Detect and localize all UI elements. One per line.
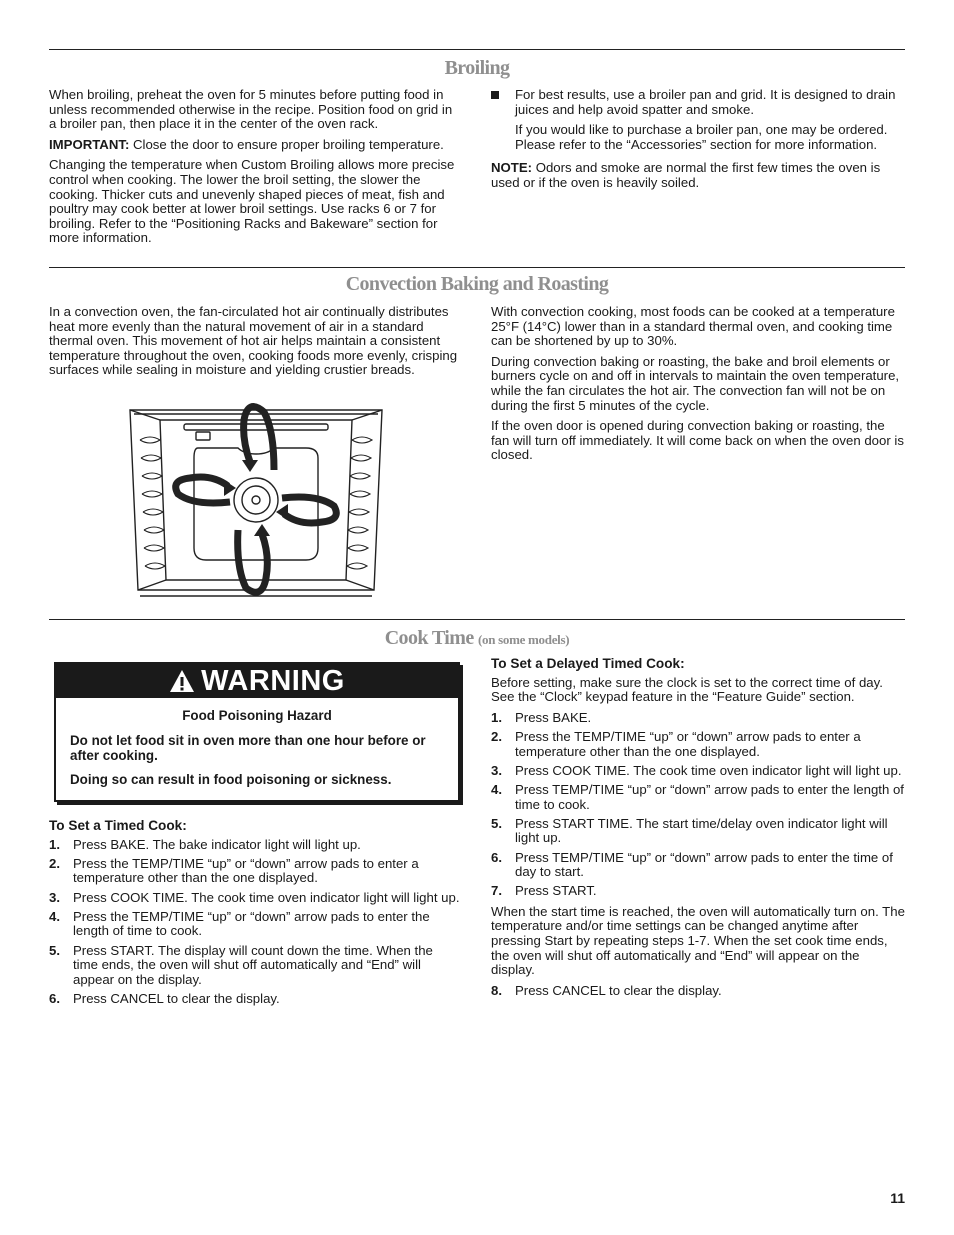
timed-cook-title: To Set a Timed Cook: bbox=[49, 818, 187, 833]
warning-box bbox=[54, 662, 460, 802]
broiling-heading: Broiling bbox=[444, 57, 510, 79]
broiling-paragraph-3: Changing the temperature when Custom Broiling allows more precise control when cooking. The lower the broil setting, the slower the cooking. Thicker cuts and unevenly shaped pieces of meat, fish and poultry may cook better at lower broil settings. Use racks 6 or 7 for broiling. Refer to the “Positioning Racks and Bakeware” section for more information. bbox=[49, 157, 455, 246]
broiling-paragraph-1: When broiling, preheat the oven for 5 minutes before putting food in unless recommended otherwise in the recipe. Position food on grid in a broiler pan, then place it in the center of the oven rack. bbox=[49, 87, 453, 132]
top-rule bbox=[49, 49, 905, 50]
list-item: 3. Press COOK TIME. The cook time oven indicator light will light up. bbox=[49, 889, 460, 905]
broiling-bullet-continued: If you would like to purchase a broiler pan, one may be ordered. Please refer to the “Accessories” section for more information. bbox=[515, 122, 888, 152]
warning-hazard: Food Poisoning Hazard bbox=[182, 708, 332, 723]
broiling-bullet: For best results, use a broiler pan and grid. It is designed to drain juices and help avoid spatter and smoke. bbox=[491, 88, 905, 117]
list-item: 7. Press START. bbox=[491, 883, 597, 899]
list-item: 6. Press CANCEL to clear the display. bbox=[49, 990, 280, 1006]
convection-paragraph-1: In a convection oven, the fan-circulated hot air continually distributes heat more evenly than the natural movement of air in a standard thermal oven. This movement of hot air helps maintain a consistent temperature throughout the oven, cooking foods more evenly, crisping surfaces while sealing in moisture and yielding crustier breads. bbox=[49, 304, 458, 378]
list-item: 1. Press BAKE. bbox=[491, 709, 592, 725]
bullet-square-icon bbox=[491, 91, 499, 99]
page-number: 11 bbox=[890, 1190, 905, 1206]
list-item: 5. Press START TIME. The start time/delay oven indicator light will light up. bbox=[491, 815, 888, 846]
cook-time-heading-note: (on some models) bbox=[478, 632, 570, 647]
timed-cook-section bbox=[49, 819, 461, 1013]
broiling-right-column bbox=[491, 88, 905, 197]
warning-line-2: Doing so can result in food poisoning or sickness. bbox=[70, 771, 392, 787]
list-item: 4. Press TEMP/TIME “up” or “down” arrow pads to enter the length of time to cook. bbox=[491, 781, 904, 812]
delayed-cook-after: When the start time is reached, the oven will automatically turn on. The temperature and/or time settings can be changed anytime after pressing Start by repeating steps 1-7. When the set cook time ends, the oven will shut off automatically and “End” will appear on the display. bbox=[491, 903, 905, 978]
list-item: 5. Press START. The display will count down the time. When the time ends, the oven will shut off automatically and “End” will appear on the display. bbox=[49, 942, 433, 987]
cook-time-heading: Cook Time (on some models) bbox=[384, 627, 570, 649]
delayed-cook-final-step bbox=[491, 984, 905, 999]
warning-body bbox=[56, 698, 458, 787]
list-item: 3. Press COOK TIME. The cook time oven indicator light will light up. bbox=[491, 762, 902, 778]
convection-heading: Convection Baking and Roasting bbox=[345, 273, 609, 295]
broiling-note: NOTE: Odors and smoke are normal the first few times the oven is used or if the oven is heavily soiled. bbox=[491, 160, 881, 190]
delayed-cook-title: To Set a Delayed Timed Cook: bbox=[491, 656, 685, 671]
convection-paragraph-3: During convection baking or roasting, the bake and broil elements or burners cycle on and off in intervals to maintain the oven temperature, while the fan circulates the hot air. The convection fan will not be on during the first 5 minutes of the cycle. bbox=[491, 353, 900, 413]
timed-cook-steps bbox=[49, 838, 461, 1007]
list-item: 1. Press BAKE. The bake indicator light will light up. bbox=[49, 836, 361, 852]
convection-oven-airflow-icon bbox=[124, 400, 388, 600]
warning-bar bbox=[56, 664, 458, 698]
list-item: 2. Press the TEMP/TIME “up” or “down” arrow pads to enter a temperature other than the one displayed. bbox=[49, 855, 419, 886]
delayed-cook-section bbox=[491, 657, 905, 1004]
delayed-cook-intro: Before setting, make sure the clock is set to the correct time of day. See the “Clock” keypad feature in the “Feature Guide” section. bbox=[491, 674, 883, 705]
broiling-left-column bbox=[49, 88, 461, 252]
list-item: 8. Press CANCEL to clear the display. bbox=[491, 982, 722, 998]
list-item: 2. Press the TEMP/TIME “up” or “down” arrow pads to enter a temperature other than the one displayed. bbox=[491, 728, 861, 759]
convection-left-column bbox=[49, 305, 461, 384]
broiling-important: IMPORTANT: Close the door to ensure proper broiling temperature. bbox=[49, 136, 444, 152]
convection-rule bbox=[49, 267, 905, 268]
list-item: 6. Press TEMP/TIME “up” or “down” arrow pads to enter the time of day to start. bbox=[491, 849, 893, 880]
warning-line-1: Do not let food sit in oven more than one hour before or after cooking. bbox=[70, 732, 426, 764]
warning-title: WARNING bbox=[201, 664, 345, 697]
list-item: 4. Press the TEMP/TIME “up” or “down” arrow pads to enter the length of time to cook. bbox=[49, 908, 430, 939]
convection-paragraph-2: With convection cooking, most foods can be cooked at a temperature 25°F (14°C) lower than in a standard thermal oven, and cooking time can be shortened by up to 30%. bbox=[491, 304, 895, 349]
delayed-cook-steps bbox=[491, 711, 905, 899]
convection-paragraph-4: If the oven door is opened during convection baking or roasting, the fan will turn off immediately. It will come back on when the oven door is closed. bbox=[491, 418, 904, 463]
convection-right-column bbox=[491, 305, 905, 469]
warning-triangle-icon bbox=[169, 669, 195, 693]
cook-time-rule bbox=[49, 619, 905, 620]
